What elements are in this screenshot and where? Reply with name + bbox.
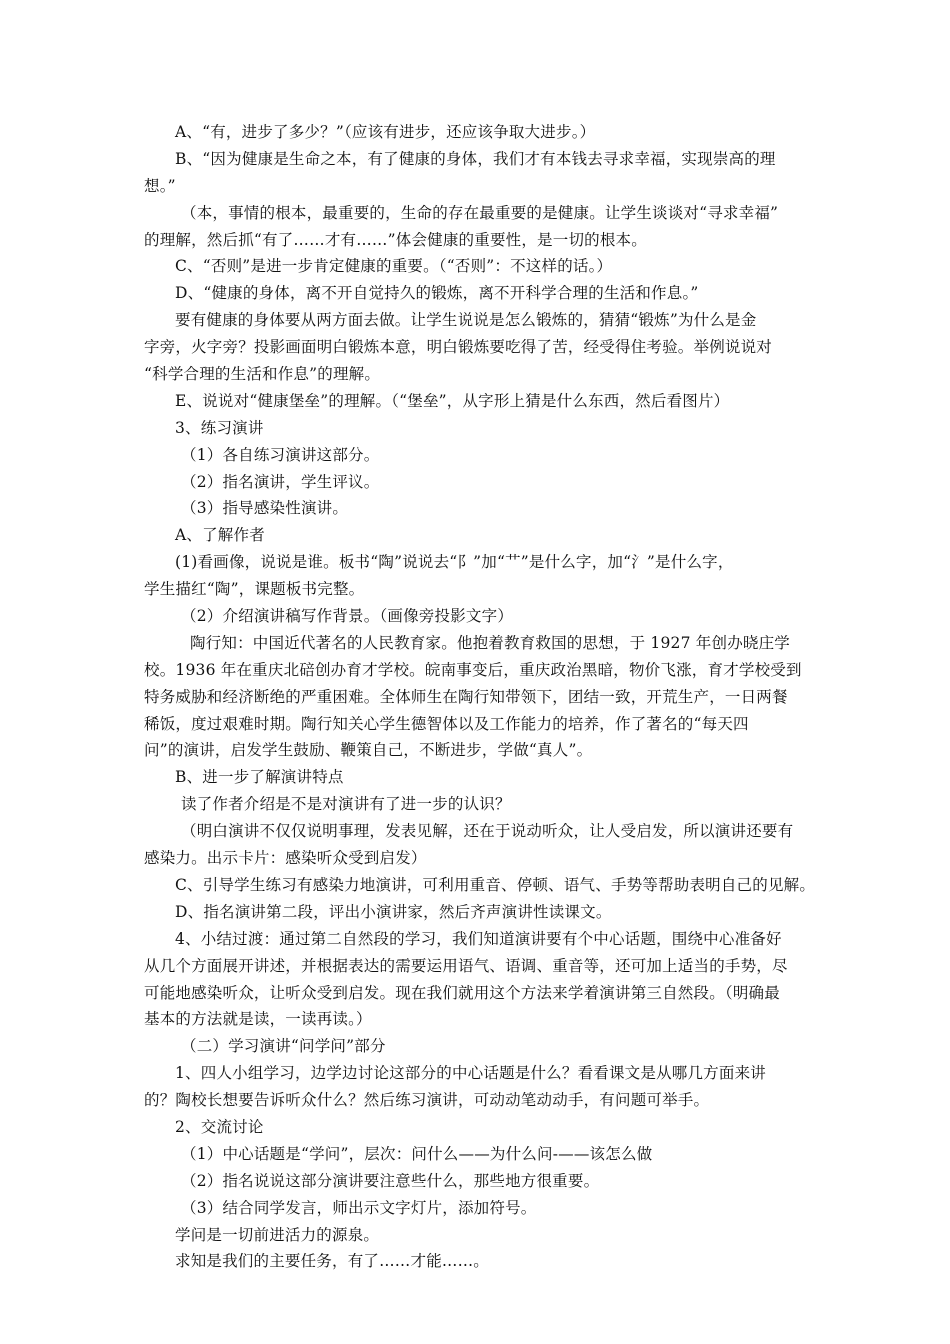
text-line: D、“健康的身体，离不开自觉持久的锻炼，离不开科学合理的生活和作息。”	[175, 284, 699, 303]
text-line: 求知是我们的主要任务，有了……才能……。	[175, 1252, 490, 1271]
text-line: 3、练习演讲	[175, 418, 264, 437]
document-page	[144, 119, 822, 1275]
text-line: A、了解作者	[175, 526, 265, 545]
text-line: 的？陶校长想要告诉听众什么？然后练习演讲，可动动笔动动手，有问题可举手。	[144, 1091, 710, 1110]
text-line: 想。”	[144, 176, 176, 195]
section-heading: （二）学习演讲“问学问”部分	[181, 1037, 386, 1056]
text-line: C、引导学生练习有感染力地演讲，可利用重音、停顿、语气、手势等帮助表明自己的见解。	[175, 875, 816, 894]
text-line: C、“否则”是进一步肯定健康的重要。（“否则”：不这样的话。）	[175, 257, 613, 276]
text-line: 从几个方面展开讲述，并根据表达的需要运用语气、语调、重音等，还可加上适当的手势，尽	[144, 956, 788, 975]
text-line: （2）指名说说这部分演讲要注意些什么，那些地方很重要。	[181, 1171, 600, 1190]
text-line: 要有健康的身体要从两方面去做。让学生说说是怎么锻炼的，猜猜“锻炼”为什么是金	[175, 311, 757, 330]
text-line: 4、小结过渡：通过第二自然段的学习，我们知道演讲要有个中心话题，围绕中心准备好	[175, 929, 782, 948]
text-line: 2、交流讨论	[175, 1117, 264, 1136]
text-line: “科学合理的生活和作息”的理解。	[144, 365, 381, 384]
text-line: 感染力。出示卡片：感染听众受到启发）	[144, 849, 427, 868]
text-line: （本，事情的根本，最重要的，生命的存在最重要的是健康。让学生谈谈对“寻求幸福”	[181, 203, 779, 222]
text-line: 校。1936 年在重庆北碚创办育才学校。皖南事变后，重庆政治黑暗，物价飞涨，育才学校受到	[144, 660, 802, 679]
text-line: （2）介绍演讲稿写作背景。（画像旁投影文字）	[181, 607, 514, 626]
text-line: （明白演讲不仅仅说明事理，发表见解，还在于说动听众，让人受启发，所以演讲还要有	[181, 822, 794, 841]
text-line: E、说说对“健康堡垒”的理解。（“堡垒”，从字形上猜是什么东西，然后看图片）	[175, 391, 730, 410]
text-line: B、进一步了解演讲特点	[175, 768, 344, 787]
text-line: 稀饭，度过艰难时期。陶行知关心学生德智体以及工作能力的培养，作了著名的“每天四	[144, 714, 749, 733]
text-line: 可能地感染听众，让听众受到启发。现在我们就用这个方法来学着演讲第三自然段。（明确最	[144, 983, 780, 1002]
text-line: 基本的方法就是读，一读再读。）	[144, 1010, 372, 1029]
text-line: （3）结合同学发言，师出示文字灯片，添加符号。	[181, 1198, 537, 1217]
text-line: 学问是一切前进活力的源泉。	[175, 1225, 380, 1244]
text-line: 字旁，火字旁？投影画面明白锻炼本意，明白锻炼要吃得了苦，经受得住考验。举例说说对	[144, 338, 773, 357]
text-line: （1）各自练习演讲这部分。	[181, 445, 380, 464]
text-line: 读了作者介绍是不是对演讲有了进一步的认识？	[181, 795, 511, 814]
text-line: B、“因为健康是生命之本，有了健康的身体，我们才有本钱去寻求幸福，实现崇高的理	[175, 149, 776, 168]
text-line: 陶行知：中国近代著名的人民教育家。他抱着教育救国的思想，于 1927 年创办晓庄学	[190, 633, 791, 652]
text-line: 特务威胁和经济断绝的严重困难。全体师生在陶行知带领下，团结一致，开荒生产，一日两餐	[144, 687, 788, 706]
text-line: (1)看画像，说说是谁。板书“陶”说说去“阝”加“艹”是什么字，加“氵”是什么字，	[175, 553, 734, 572]
text-line: A、“有，进步了多少？”（应该有进步，还应该争取大进步。）	[175, 123, 596, 141]
text-line: （1）中心话题是“学问”，层次：问什么——为什么问-——该怎么做	[181, 1144, 653, 1163]
text-line: （2）指名演讲，学生评议。	[181, 472, 380, 491]
text-line: （3）指导感染性演讲。	[181, 499, 349, 518]
text-line: D、指名演讲第二段，评出小演讲家，然后齐声演讲性读课文。	[175, 902, 612, 921]
text-line: 的理解，然后抓“有了……才有……”体会健康的重要性，是一切的根本。	[144, 230, 647, 249]
text-line: 学生描红“陶”，课题板书完整。	[144, 580, 365, 599]
text-line: 问”的演讲，启发学生鼓励、鞭策自己，不断进步，学做“真人”。	[144, 741, 593, 760]
text-line: 1、四人小组学习，边学边讨论这部分的中心话题是什么？看看课文是从哪几方面来讲	[175, 1064, 766, 1083]
